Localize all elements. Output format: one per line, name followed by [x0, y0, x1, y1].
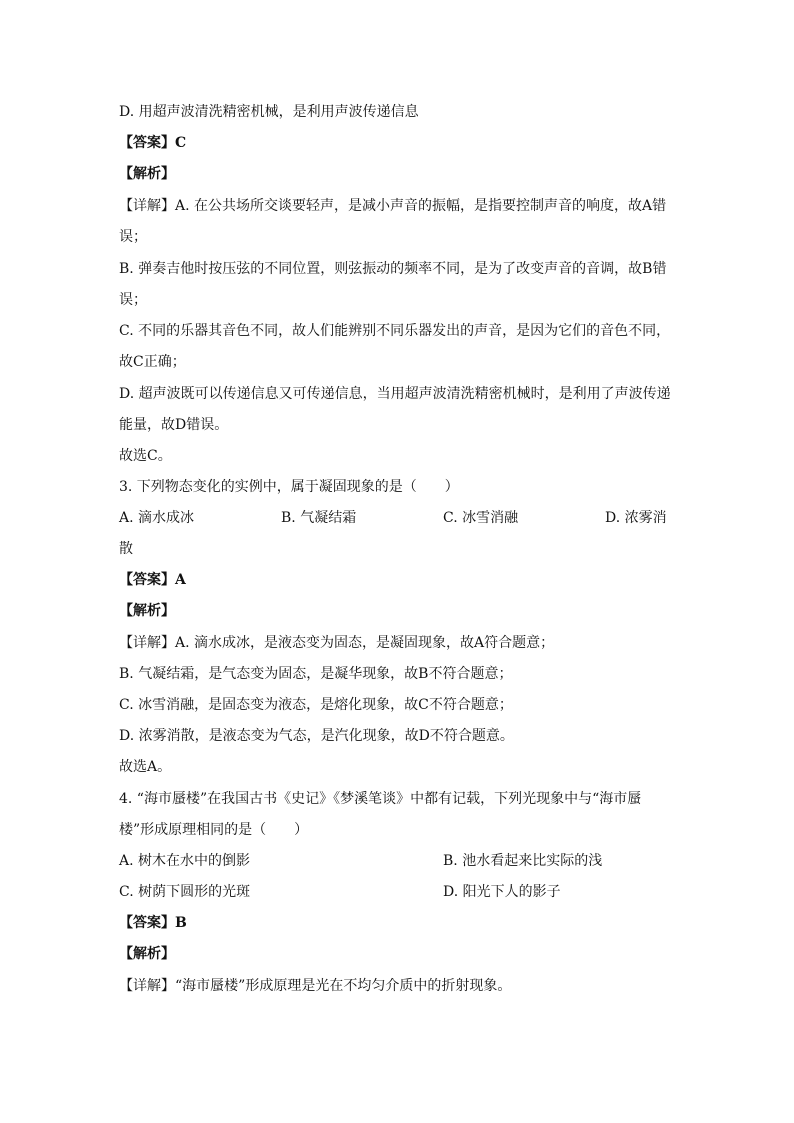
q4-stem-wrap: 楼”形成原理相同的是（ ）	[119, 822, 309, 838]
q2-detail-line: D. 超声波既可以传递信息又可传递信息，当用超声波清洗精密机械时，是利用了声波传递	[119, 386, 671, 402]
q2-detail-line: 误；	[119, 229, 147, 245]
q2-detail-line: 故C正确；	[119, 354, 186, 370]
q3-analysis-heading: 【解析】	[119, 603, 175, 619]
q2-answer: 【答案】C	[119, 135, 187, 151]
q3-conclusion: 故选A。	[119, 759, 172, 775]
q2-detail-line: 【详解】A. 在公共场所交谈要轻声，是减小声音的振幅，是指要控制声音的响度，故A错	[119, 198, 667, 214]
q2-option-d: D. 用超声波清洗精密机械，是利用声波传递信息	[119, 104, 419, 120]
q3-stem: 3. 下列物态变化的实例中，属于凝固现象的是（ ）	[119, 479, 459, 495]
q3-detail-line: C. 冰雪消融，是固态变为液态，是熔化现象，故C不符合题意；	[119, 697, 513, 713]
q3-detail-line: B. 气凝结霜，是气态变为固态，是凝华现象，故B不符合题意；	[119, 666, 513, 682]
q4-option-d: D. 阳光下人的影子	[443, 884, 561, 900]
q3-detail-line: D. 浓雾消散，是液态变为气态，是汽化现象，故D不符合题意。	[119, 728, 514, 744]
q3-detail-line: 【详解】A. 滴水成冰，是液态变为固态，是凝固现象，故A符合题意；	[119, 635, 555, 651]
q4-stem: 4. “海市蜃楼”在我国古书《史记》《梦溪笔谈》中都有记载，下列光现象中与“海市蜃	[119, 791, 642, 807]
q3-option-a: A. 滴水成冰	[119, 510, 195, 526]
q4-analysis-heading: 【解析】	[119, 946, 175, 962]
q3-option-c: C. 冰雪消融	[443, 510, 519, 526]
q2-detail-line: 能量，故D错误。	[119, 417, 229, 433]
q2-detail-line: 误；	[119, 292, 147, 308]
q3-option-b: B. 气凝结霜	[281, 510, 357, 526]
q4-option-a: A. 树木在水中的倒影	[119, 853, 251, 869]
q3-option-d-wrap: 散	[119, 541, 133, 557]
q3-answer: 【答案】A	[119, 572, 186, 588]
q4-detail-line: 【详解】“海市蜃楼”形成原理是光在不均匀介质中的折射现象。	[119, 978, 512, 994]
q4-option-c: C. 树荫下圆形的光斑	[119, 884, 251, 900]
q4-answer: 【答案】B	[119, 915, 187, 931]
q2-analysis-heading: 【解析】	[119, 166, 175, 182]
q2-detail-line: B. 弹奏吉他时按压弦的不同位置，则弦振动的频率不同，是为了改变声音的音调，故B错	[119, 261, 667, 277]
q2-conclusion: 故选C。	[119, 448, 172, 464]
q4-option-b: B. 池水看起来比实际的浅	[443, 853, 603, 869]
q2-detail-line: C. 不同的乐器其音色不同，故人们能辨别不同乐器发出的声音，是因为它们的音色不同，	[119, 323, 671, 339]
q3-option-d: D. 浓雾消	[605, 510, 667, 526]
